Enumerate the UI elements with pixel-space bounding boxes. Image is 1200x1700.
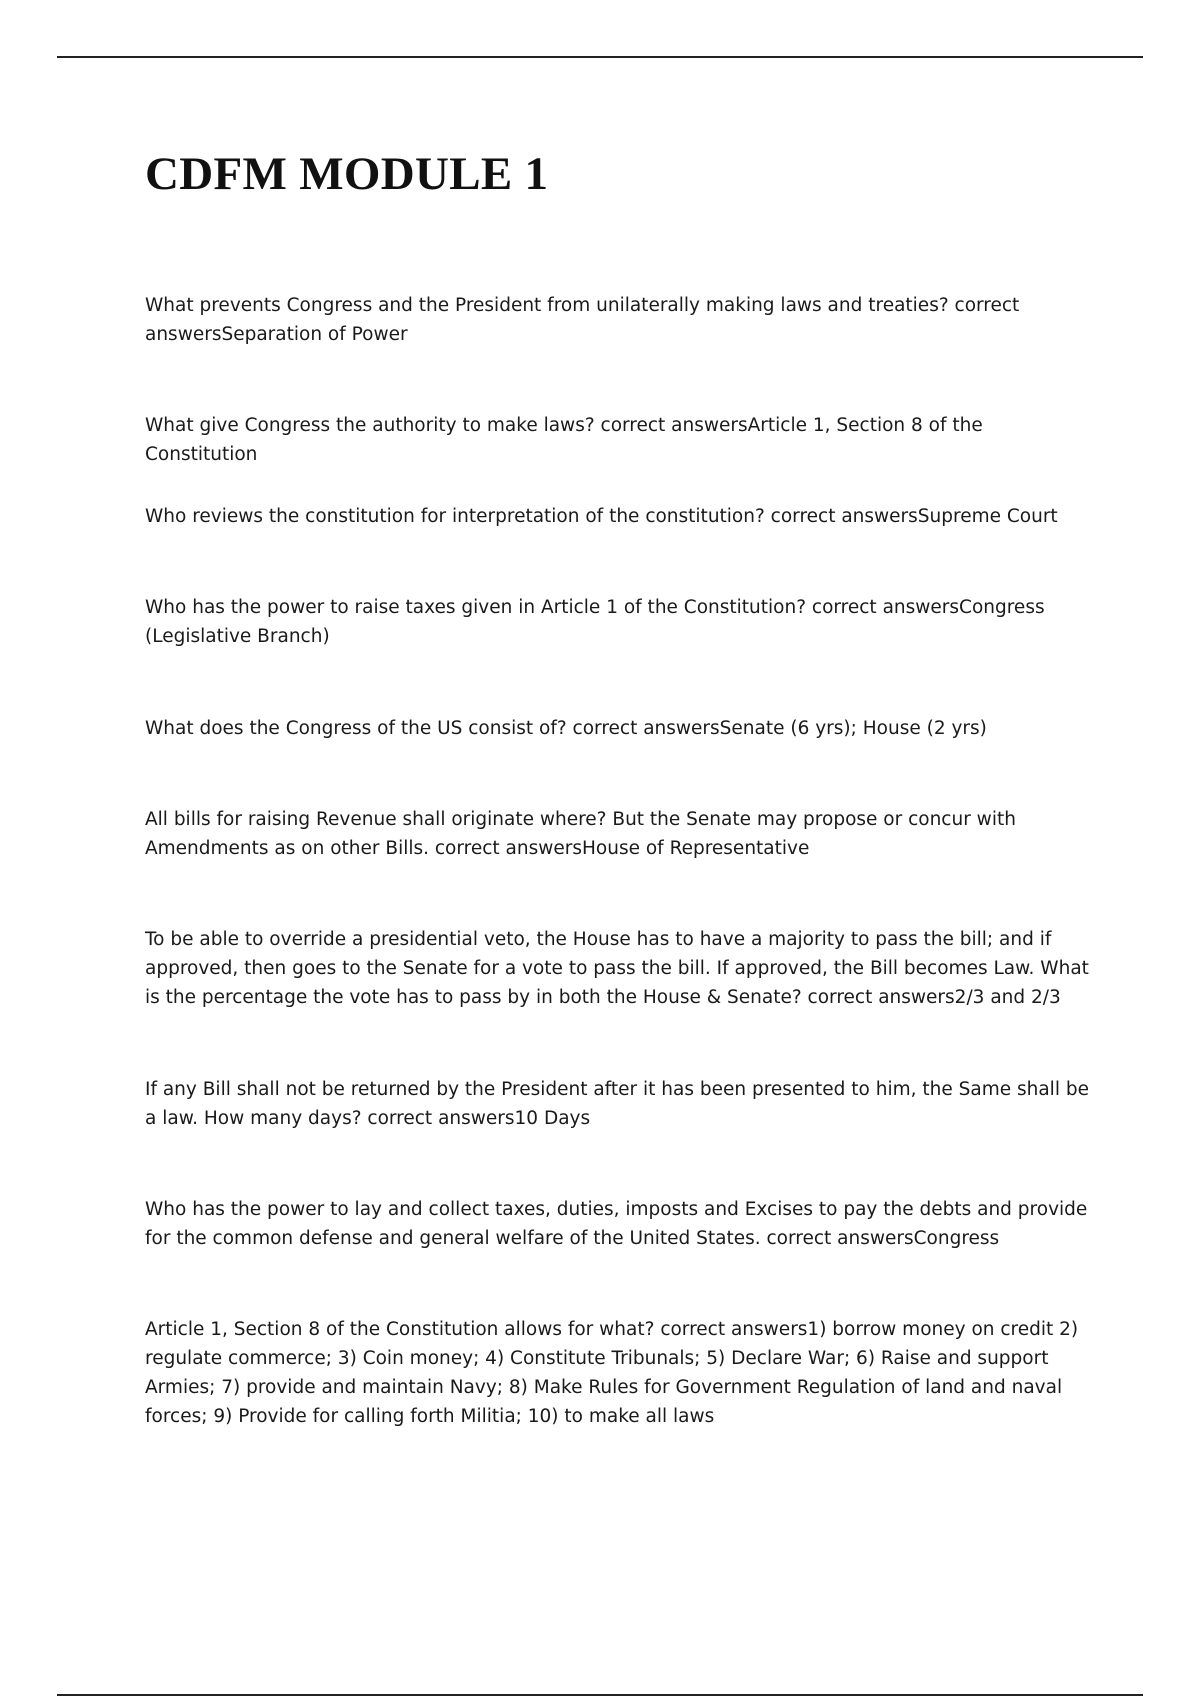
- qa-item-6: All bills for raising Revenue shall originate where? But the Senate may propose or concur with Amendments as on other Bills. correct answersHouse of Representative: [145, 809, 1016, 859]
- qa-item-7: To be able to override a presidential veto, the House has to have a majority to pass the bill; and if approved, then goes to the Senate for a vote to pass the bill. If approved, the Bill becomes Law. What is the percentage the vote has to pass by in both the House & Senate? correct answers2/3 and 2/3: [145, 929, 1089, 1008]
- qa-item-9: Who has the power to lay and collect taxes, duties, imposts and Excises to pay the debts and provide for the common defense and general welfare of the United States. correct answersCongress: [145, 1199, 1088, 1249]
- qa-item-5: What does the Congress of the US consist of? correct answersSenate (6 yrs); House (2 yrs): [145, 718, 987, 739]
- qa-item-10: Article 1, Section 8 of the Constitution allows for what? correct answers1) borrow money on credit 2) regulate commerce; 3) Coin money; 4) Constitute Tribunals; 5) Declare War; 6) Raise and support Armies; 7) provide and maintain Navy; 8) Make Rules for Government Regulation of land and naval forces; 9) Provide for calling forth Militia; 10) to make all laws: [145, 1319, 1079, 1427]
- qa-item-8: If any Bill shall not be returned by the President after it has been presented to him, the Same shall be a law. How many days? correct answers10 Days: [145, 1079, 1089, 1129]
- qa-item-2: What give Congress the authority to make laws? correct answersArticle 1, Section 8 of the Constitution: [145, 415, 983, 465]
- document-title: CDFM MODULE 1: [145, 148, 549, 200]
- qa-item-3: Who reviews the constitution for interpretation of the constitution? correct answersSupreme Court: [145, 506, 1058, 527]
- qa-item-1: What prevents Congress and the President from unilaterally making laws and treaties? correct answersSeparation of Power: [145, 295, 1020, 345]
- qa-item-4: Who has the power to raise taxes given in Article 1 of the Constitution? correct answersCongress (Legislative Branch): [145, 597, 1045, 647]
- header-rule: [57, 56, 1143, 58]
- footer-rule: [57, 1694, 1143, 1696]
